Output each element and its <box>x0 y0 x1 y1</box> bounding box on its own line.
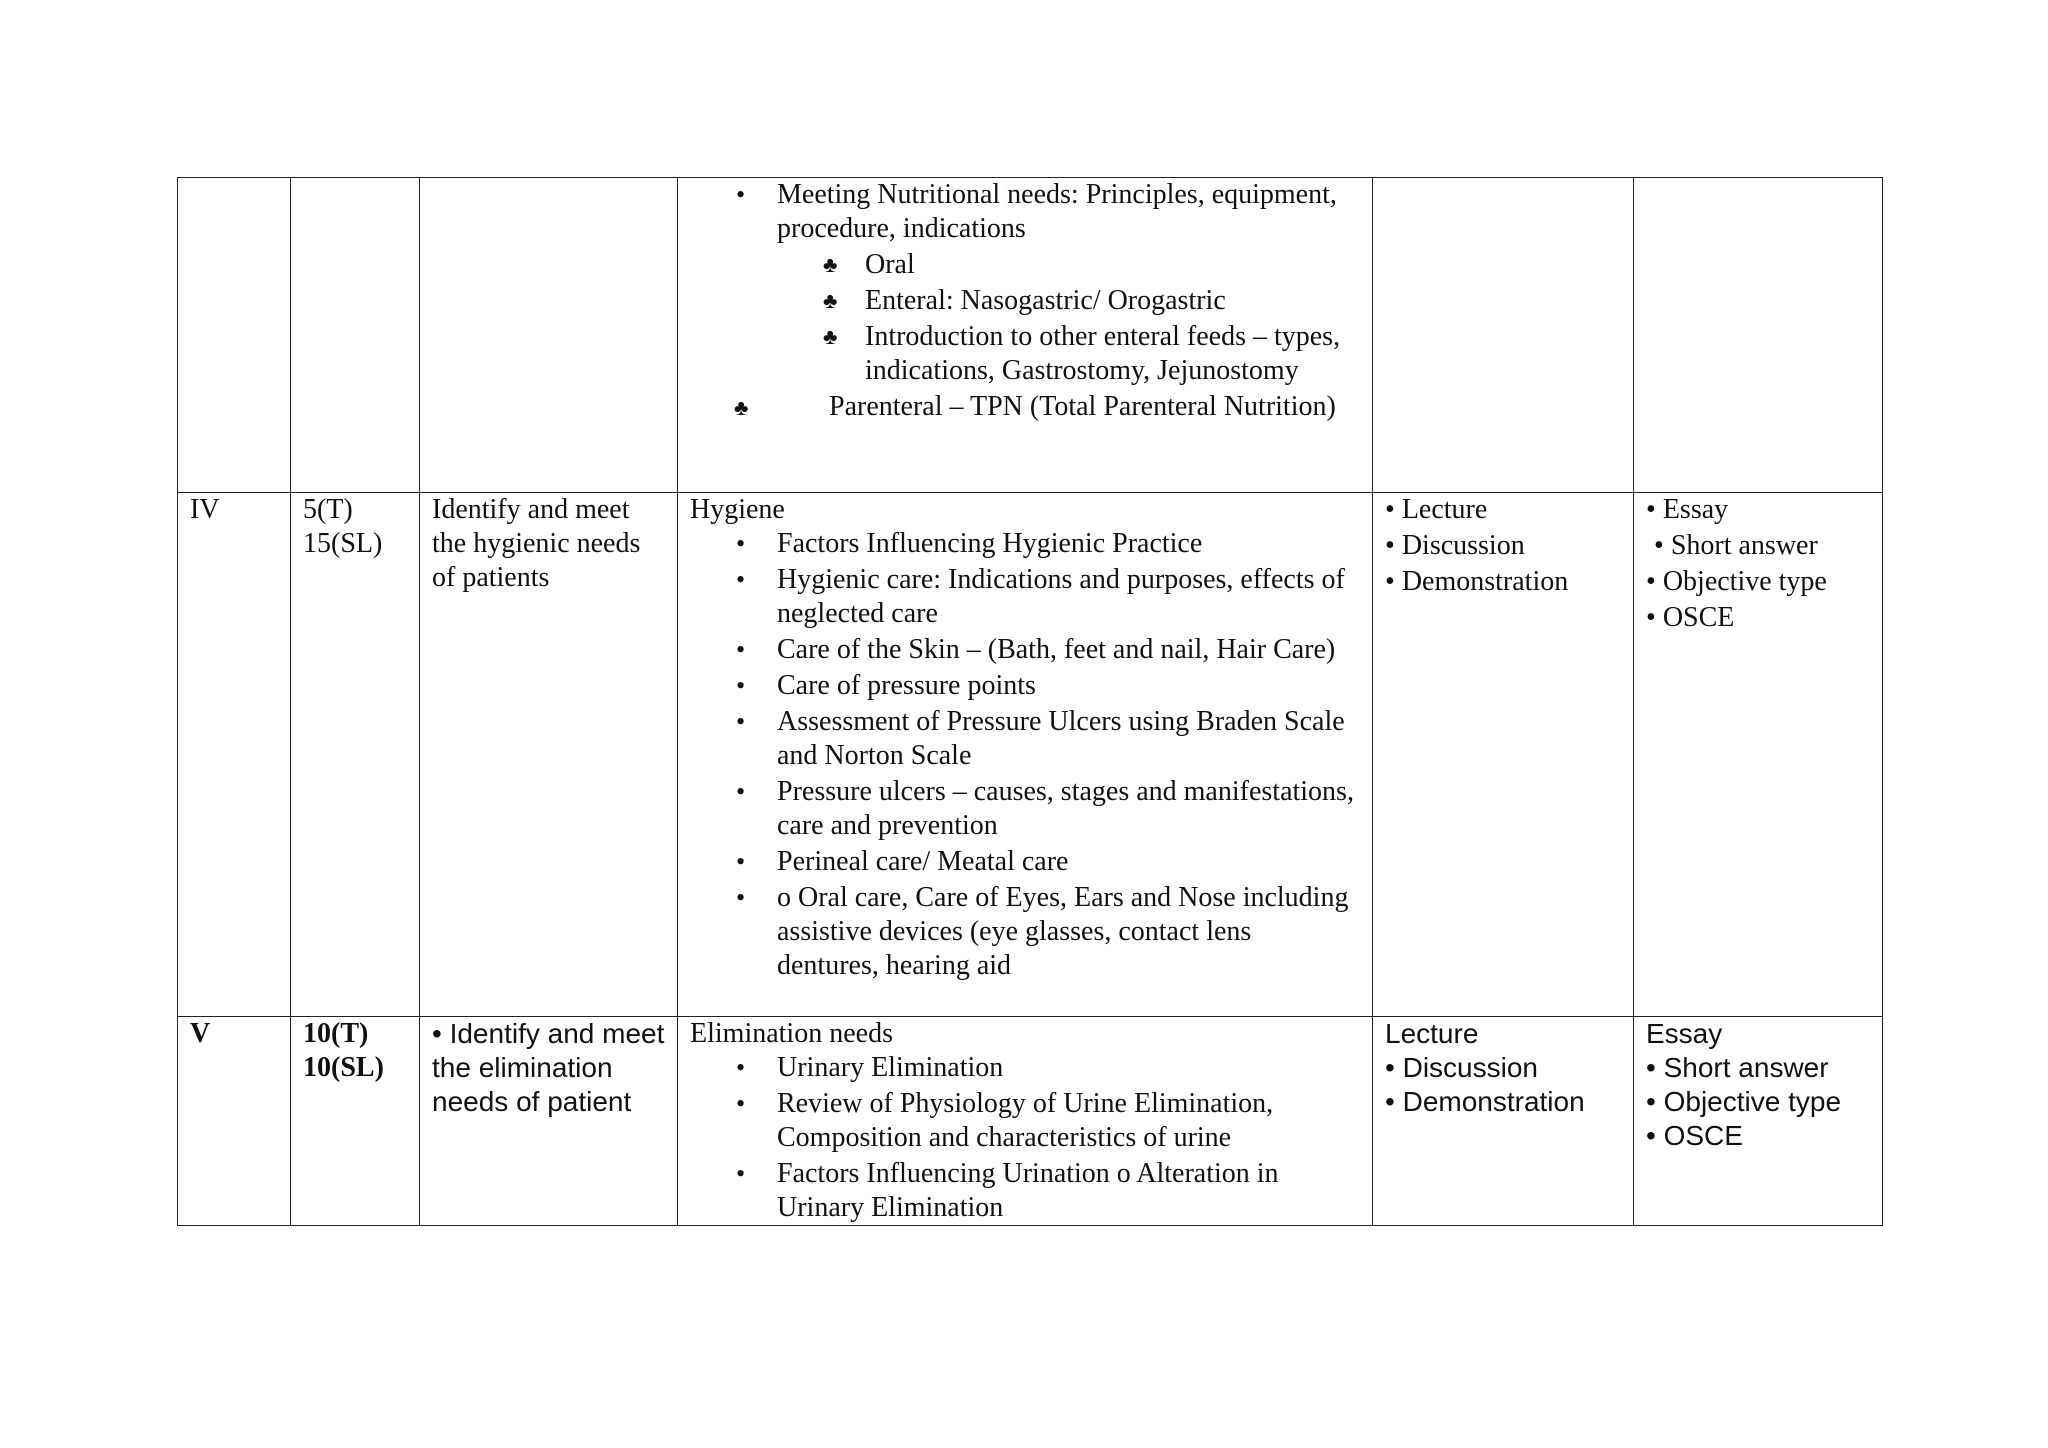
content-item: • Factors Influencing Urination o Alteration in Urinary Elimination <box>690 1157 1360 1225</box>
content-item: • Review of Physiology of Urine Elimination, Composition and characteristics of urine <box>690 1087 1360 1155</box>
method-item: • Demonstration <box>1385 565 1621 599</box>
method-item: • Discussion <box>1385 529 1621 563</box>
unit-cell: V <box>178 1017 291 1226</box>
content-cell <box>678 178 1373 493</box>
assessment-item: • Objective type <box>1646 565 1870 599</box>
assessment-item: • Objective type <box>1646 1085 1870 1119</box>
methods-cell <box>1373 178 1634 493</box>
content-item: • Factors Influencing Hygienic Practice <box>690 527 1360 561</box>
sub-item: ♣ Oral <box>690 248 1360 282</box>
time-cell <box>291 493 420 1017</box>
content-item: • Urinary Elimination <box>690 1051 1360 1085</box>
content-item: • Care of the Skin – (Bath, feet and nail, Hair Care) <box>690 633 1360 667</box>
method-item: Lecture <box>1385 1018 1479 1049</box>
content-item: • Pressure ulcers – causes, stages and manifestations, care and prevention <box>690 775 1360 843</box>
sub-item: ♣ Introduction to other enteral feeds – types, indications, Gastrostomy, Jejunostomy <box>690 320 1360 388</box>
theory-hours: 10(T) <box>303 1018 369 1049</box>
methods-cell <box>1373 493 1634 1017</box>
assessment-cell <box>1634 178 1883 493</box>
skill-lab-hours: 15(SL) <box>303 528 383 559</box>
content-item: • Care of pressure points <box>690 669 1360 703</box>
table-row <box>178 1017 1883 1226</box>
content-item: • Perineal care/ Meatal care <box>690 845 1360 879</box>
assessment-item: • Essay <box>1646 493 1870 527</box>
assessment-item: Essay <box>1646 1018 1723 1049</box>
objective-cell: Identify and meet the hygienic needs of patients <box>420 493 678 1017</box>
content-item: • o Oral care, Care of Eyes, Ears and Nose including assistive devices (eye glasses, contact lens dentures, hearing aid <box>690 881 1360 983</box>
sub-item: ♣ Enteral: Nasogastric/ Orogastric <box>690 284 1360 318</box>
assessment-cell <box>1634 1017 1883 1226</box>
content-cell <box>678 1017 1373 1226</box>
syllabus-table <box>177 177 1883 1226</box>
content-item: • Hygienic care: Indications and purposes, effects of neglected care <box>690 563 1360 631</box>
tpn-item: ♣ Parenteral – TPN (Total Parenteral Nutrition) <box>734 391 1336 422</box>
assessment-item: • Short answer <box>1646 529 1870 563</box>
table-row <box>178 178 1883 493</box>
assessment-cell <box>1634 493 1883 1017</box>
topic-heading: Elimination needs <box>690 1018 893 1049</box>
unit-cell: IV <box>178 493 291 1017</box>
content-item: • Assessment of Pressure Ulcers using Braden Scale and Norton Scale <box>690 705 1360 773</box>
objective-cell: • Identify and meet the elimination needs of patient <box>420 1017 678 1226</box>
method-item: • Lecture <box>1385 493 1621 527</box>
method-item: • Demonstration <box>1385 1085 1621 1119</box>
methods-cell <box>1373 1017 1634 1226</box>
time-cell <box>291 178 420 493</box>
unit-cell <box>178 178 291 493</box>
content-item: • Meeting Nutritional needs: Principles, equipment, procedure, indications <box>690 178 1360 246</box>
objective-cell <box>420 178 678 493</box>
assessment-item: • OSCE <box>1646 601 1870 635</box>
table-row <box>178 493 1883 1017</box>
time-cell <box>291 1017 420 1226</box>
method-item: • Discussion <box>1385 1051 1621 1085</box>
assessment-item: • Short answer <box>1646 1051 1870 1085</box>
skill-lab-hours: 10(SL) <box>303 1052 384 1083</box>
content-cell <box>678 493 1373 1017</box>
assessment-item: • OSCE <box>1646 1119 1870 1153</box>
theory-hours: 5(T) <box>303 494 353 525</box>
topic-heading: Hygiene <box>690 494 785 525</box>
